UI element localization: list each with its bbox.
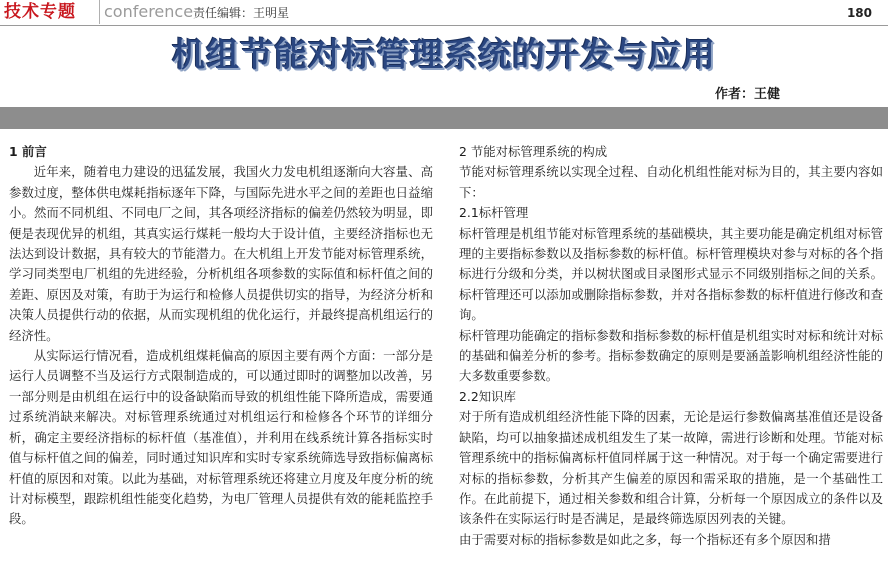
responsible-editor: 责任编辑：王明星 xyxy=(193,6,290,20)
article-author: 作者：王健 xyxy=(714,87,780,102)
paragraph: 近年来，随着电力建设的迅猛发展，我国火力发电机组逐渐向大容量、高参数过度，整体供电煤耗指标逐年下降，与国际先进水平之间的差距也日益缩小。然而不同机组、不同电厂之间，其各项经济指标的偏差仍然较为明显，即便是表现优异的机组，其真实运行煤耗一般均大于设计值，主要经济指标也无法达到设计数据，具有较大的节能潜力。在大机组上开发节能对标管理系统，学习同类型电厂机组的先进经验，分析机组各项参数的实际值和标杆值之间的差距、原因及对策，有助于为运行和检修人员提供切实的指导，为经济分析和决策人员提供行动的依据，从而实现机组的优化运行，并最终提高机组运行的经济性。 xyxy=(9,164,433,343)
right-column xyxy=(459,142,883,550)
title-divider-band xyxy=(0,107,888,129)
conference-label: conference xyxy=(99,0,193,24)
paragraph: 由于需要对标的指标参数是如此之多，每一个指标还有多个原因和措 xyxy=(459,531,831,547)
subsection-heading-benchmark: 2.1标杆管理 xyxy=(459,205,529,221)
paragraph: 标杆管理是机组节能对标管理系统的基础模块，其主要功能是确定机组对标管理的主要指标参数以及指标参数的标杆值。标杆管理模块对参与对标的各个指标进行分级和分类，并以树状图或目录图形式显示不同级别指标之间的关系。标杆管理还可以添加或删除指标参数，并对各指标参数的标杆值进行修改和查询。 xyxy=(459,225,883,323)
paragraph: 标杆管理功能确定的指标参数和指标参数的标杆值是机组实时对标和统计对标的基础和偏差分析的参考。指标参数确定的原则是要涵盖影响机组经济性能的大多数重要参数。 xyxy=(459,327,883,384)
paragraph: 从实际运行情况看，造成机组煤耗偏高的原因主要有两个方面：一部分是运行人员调整不当及运行方式限制造成的，可以通过即时的调整加以改善，另一部分则是由机组在运行中的设备缺陷而导致的机组性能下降所造成，需要通过系统消缺来解决。对标管理系统通过对机组运行和检修各个环节的详细分析，确定主要经济指标的标杆值（基准值），并利用在线系统计算各指标实时值与标杆值之间的偏差，同时通过知识库和实时专家系统筛选导致指标偏离标杆值的原因和对策。以此为基础，对标管理系统还将建立月度及年度分析的统计对标模型，跟踪机组性能变化趋势，为电厂管理人员提供有效的能耗监控手段。 xyxy=(9,348,433,527)
page-number: 180 xyxy=(846,6,872,20)
subsection-heading-knowledge-base: 2.2知识库 xyxy=(459,388,516,404)
paragraph: 节能对标管理系统以实现全过程、自动化机组性能对标为目的，其主要内容如下： xyxy=(459,164,883,200)
article-title: 机组节能对标管理系统的开发与应用 xyxy=(172,35,716,74)
left-column xyxy=(9,142,433,530)
section-heading-structure: 2 节能对标管理系统的构成 xyxy=(459,144,608,159)
section-category: 技术专题 xyxy=(4,2,76,22)
section-heading-intro: 1 前言 xyxy=(9,144,47,159)
paragraph: 对于所有造成机组经济性能下降的因素，无论是运行参数偏离基准值还是设备缺陷，均可以抽象描述成机组发生了某一故障，需进行诊断和处理。节能对标管理系统中的指标偏离标杆值同样属于这一种情况。对于每一个确定需要进行对标的指标参数，分析其产生偏差的原因和需采取的措施，是一个基础性工作。在此前提下，通过相关参数和组合计算，分析每一个原因成立的条件以及该条件在实际运行时是否满足，是最终筛选原因列表的关键。 xyxy=(459,409,883,527)
page-header xyxy=(0,0,888,26)
